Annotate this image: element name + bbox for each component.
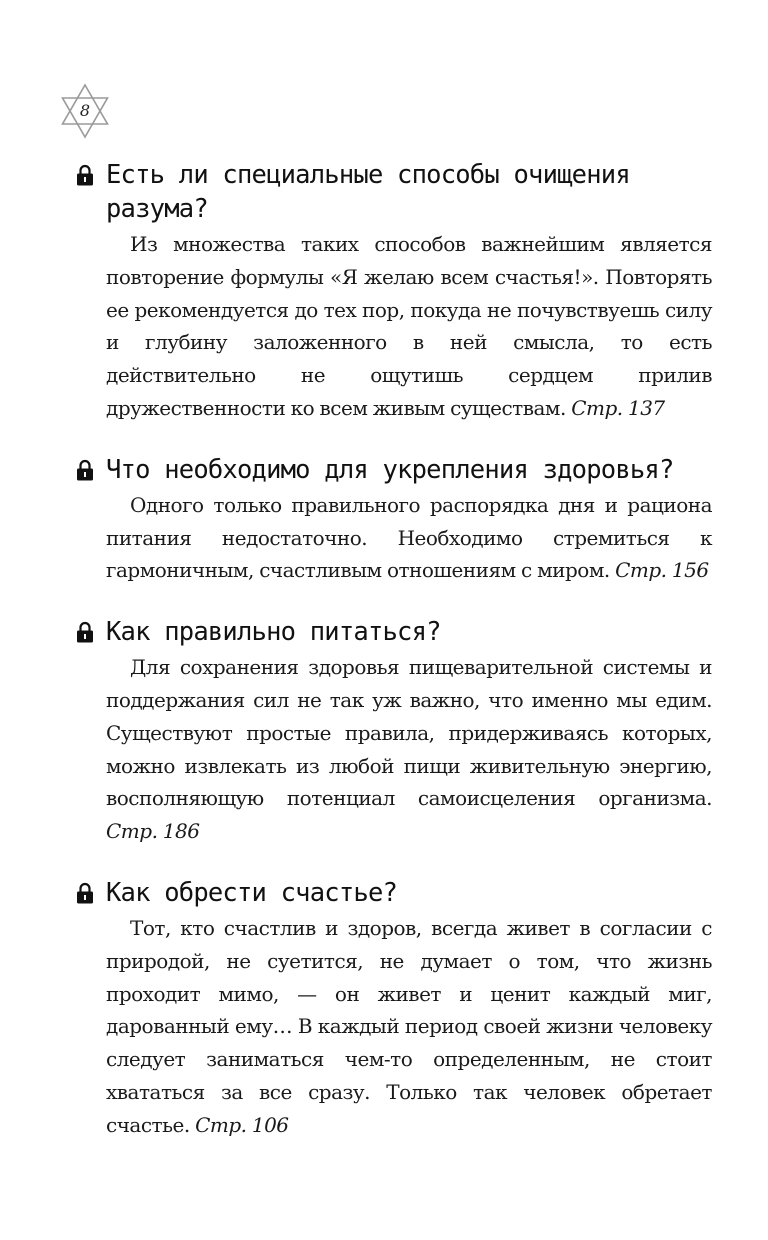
lock-icon bbox=[76, 164, 94, 186]
page-number: 8 bbox=[79, 101, 91, 120]
question-text: Как правильно питаться? bbox=[106, 617, 441, 648]
question-text: Как обрести счастье? bbox=[106, 877, 398, 908]
answer-body: Одного только правильного распорядка дня и рациона питания недостаточно. Необходимо стремиться к гармоничным, счастливым отношениям с миром. bbox=[106, 492, 712, 583]
answer-body: Для сохранения здоровья пищеварительной системы и поддержания сил не так уж важно, что именно мы едим. Существуют простые правила, придерживаясь которых, можно извлекать из любой пищи живительную энергию, восполняющую потенциал самоисцеления организма. bbox=[106, 655, 712, 811]
qa-item bbox=[72, 615, 712, 848]
qa-list bbox=[72, 158, 712, 1142]
question-heading bbox=[72, 876, 712, 910]
lock-icon bbox=[76, 621, 94, 643]
answer-text bbox=[72, 651, 712, 848]
page-reference: Стр. 186 bbox=[106, 819, 200, 844]
qa-item bbox=[72, 876, 712, 1142]
qa-item bbox=[72, 453, 712, 587]
question-heading bbox=[72, 453, 712, 487]
qa-item bbox=[72, 158, 712, 425]
page-number-badge bbox=[56, 82, 114, 140]
page-reference: Стр. 106 bbox=[195, 1112, 289, 1137]
lock-icon bbox=[76, 882, 94, 904]
question-text: Что необходимо для укрепления здоровья? bbox=[106, 454, 674, 485]
answer-text bbox=[72, 912, 712, 1142]
question-heading bbox=[72, 158, 712, 226]
answer-text bbox=[72, 228, 712, 425]
lock-icon bbox=[76, 459, 94, 481]
page-reference: Стр. 156 bbox=[615, 558, 709, 583]
answer-body: Из множества таких способов важнейшим является повторение формулы «Я желаю всем счастья!». Повторять ее рекомендуется до тех пор, покуда не почувствуешь силу и глубину заложенного в ней смысла, то есть действительно не ощутишь сердцем прилив дружественности ко всем живым существам. bbox=[106, 232, 712, 420]
question-text: Есть ли специальные способы очищения разума? bbox=[106, 160, 630, 224]
page-reference: Стр. 137 bbox=[571, 395, 665, 420]
question-heading bbox=[72, 615, 712, 649]
answer-body: Тот, кто счастлив и здоров, всегда живет в согласии с природой, не суетится, не думает о том, что жизнь проходит мимо, — он живет и ценит каждый миг, дарованный ему… В каждый период своей жизни человеку следует заниматься чем-то определенным, не стоит хвататься за все сразу. Только так человек обретает счастье. bbox=[106, 915, 712, 1137]
answer-text bbox=[72, 489, 712, 587]
